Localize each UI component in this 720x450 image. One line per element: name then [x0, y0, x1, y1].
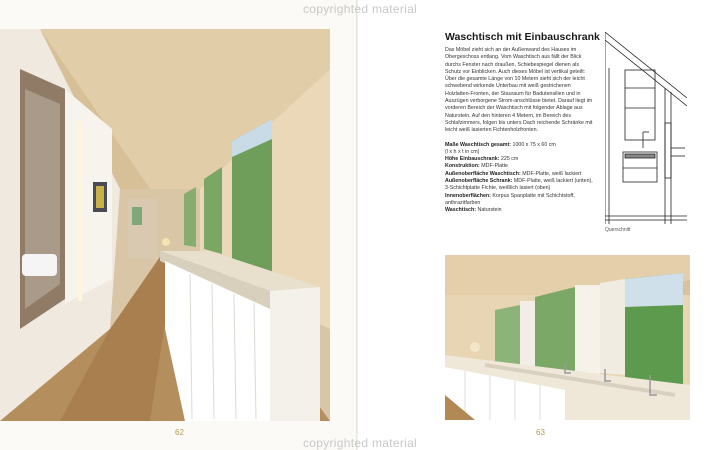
watermark-bottom: copyrighted material — [302, 436, 418, 450]
cross-section-drawing — [605, 28, 687, 224]
watermark-top: copyrighted material — [302, 2, 418, 16]
corridor-vanity-illustration — [0, 29, 330, 421]
spec-line: Innenoberflächen: Korpus Spanplatte mit Schichtstoff, anthrazitfarben — [445, 192, 575, 206]
intro-paragraph: Das Möbel zieht sich an der Außenwand des Hauses im Obergeschoss entlang. Vom Waschtisch aus fällt der Blick durchs Fenster nach draußen, Schiebespiegel dienen als Schutz vor Einblicken. Auch dieses Möbel ist vertikal geteilt: Über die gesamte Länge von 10 Metern sieht sich der leicht schwebend wirkende Unterbau mit weiß gestrichenen Holzlatten-Fronten, der Stauraum für Badutensilien und in Auszügen verborgene Strom-anschlüsse bietet. Darauf liegt im vorderen Bereich der Waschtisch mit folgender Ablage aus Naturstein. Auf den hinteren 4 Metern, im Bereich des Schlafzimmers, folgen bis unters Dach reichende Schränke mit leicht weiß lasierten Fichtenholzfronten. — [445, 47, 593, 134]
vanity-detail-photo — [445, 255, 690, 420]
spec-line: Höhe Einbauschrank: 225 cm — [445, 156, 519, 163]
page-number-left: 62 — [175, 428, 184, 437]
vanity-detail-illustration — [445, 255, 690, 420]
spec-line: Außenoberfläche Schrank: MDF-Platte, weiß lackiert (unten), 3-Schichtplatte Fichte, weißlich lasiert (oben) — [445, 178, 593, 192]
diagram-caption: Querschnitt — [605, 227, 631, 233]
page-number-right: 63 — [536, 428, 545, 437]
spec-line: Waschtisch: Naturstein — [445, 207, 502, 214]
spec-line: Außenoberfläche Waschtisch: MDF-Platte, weiß lackiert — [445, 170, 582, 177]
spec-line: Konstruktion: MDF-Platte — [445, 163, 508, 170]
page-heading: Waschtisch mit Einbauschrank — [445, 31, 600, 43]
spec-line: Maße Waschtisch gesamt: 1000 x 75 x 60 cm — [445, 141, 556, 148]
spec-line: (l x h x t in cm) — [445, 148, 480, 155]
body-text — [445, 47, 593, 215]
left-page — [0, 0, 358, 450]
corridor-vanity-photo — [0, 29, 330, 421]
cross-section-diagram — [605, 28, 687, 224]
